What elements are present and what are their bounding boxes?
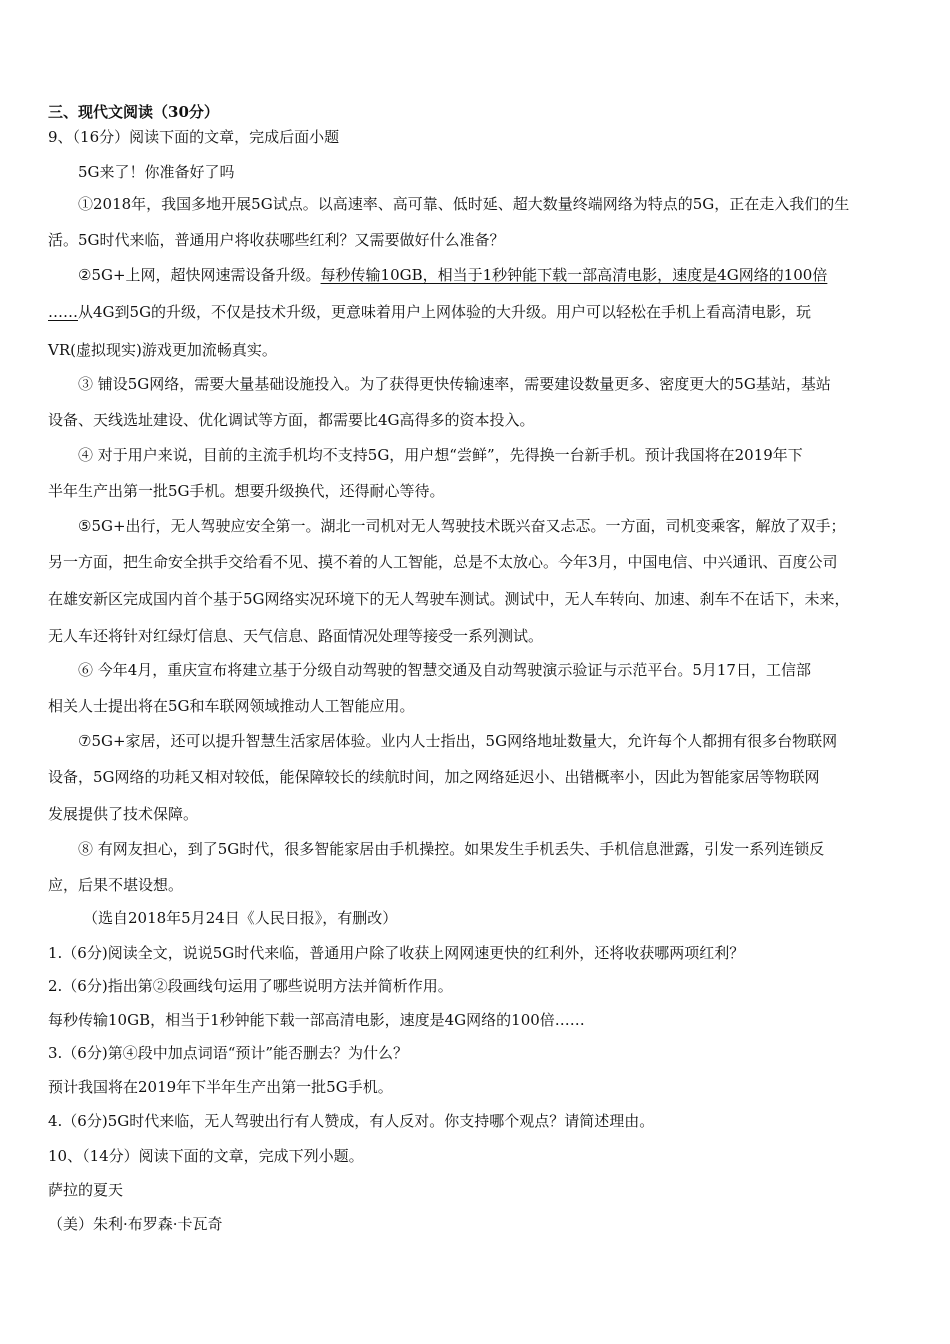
q9-paragraph-2-line-3: VR(虚拟现实)游戏更加流畅真实。 [48, 341, 277, 359]
q9-paragraph-2-line-1 [78, 265, 827, 285]
q9-paragraph-2-rest: 从4G到5G的升级，不仅是技术升级，更意味着用户上网体验的大升级。用户可以轻松在手机上看高清电影，玩 [78, 303, 812, 321]
q9-sub-question-2-quote: 每秒传输10GB，相当于1秒钟能下载一部高清电影，速度是4G网络的100倍…… [48, 1011, 585, 1029]
q9-paragraph-1-line-2: 活。5G时代来临，普通用户将收获哪些红利？又需要做好什么准备？ [48, 231, 505, 249]
q9-paragraph-4-line-1: ④ 对于用户来说，目前的主流手机均不支持5G，用户想“尝鲜”，先得换一台新手机。预计我国将在2019年下 [78, 446, 803, 464]
q9-paragraph-2-underlined-ellipsis: …… [48, 303, 78, 321]
q9-paragraph-2-lead: ②5G+上网，超快网速需设备升级。 [78, 266, 321, 284]
q9-sub-question-3-quote: 预计我国将在2019年下半年生产出第一批5G手机。 [48, 1078, 393, 1096]
q9-paragraph-5-line-3: 在雄安新区完成国内首个基于5G网络实况环境下的无人驾驶车测试。测试中，无人车转向、加速、刹车不在话下，未来， [48, 590, 850, 608]
q9-paragraph-7-line-1: ⑦5G+家居，还可以提升智慧生活家居体验。业内人士指出，5G网络地址数量大，允许每个人都拥有很多台物联网 [78, 732, 838, 750]
q9-paragraph-6-line-2: 相关人士提出将在5G和车联网领域推动人工智能应用。 [48, 697, 415, 715]
q9-sub-question-3: 3.（6分)第④段中加点词语“预计”能否删去？为什么？ [48, 1044, 409, 1062]
q9-paragraph-3-line-1: ③ 铺设5G网络，需要大量基础设施投入。为了获得更快传输速率，需要建设数量更多、密度更大的5G基站，基站 [78, 375, 831, 393]
q10-header: 10、（14分）阅读下面的文章，完成下列小题。 [48, 1147, 364, 1165]
q9-article-title: 5G来了！你准备好了吗 [78, 163, 235, 181]
q9-sub-question-1: 1.（6分)阅读全文，说说5G时代来临，普通用户除了收获上网网速更快的红利外，还将收获哪两项红利？ [48, 944, 745, 962]
section-heading: 三、现代文阅读（30分） [48, 103, 219, 121]
q9-paragraph-5-line-2: 另一方面，把生命安全拱手交给看不见、摸不着的人工智能，总是不太放心。今年3月，中国电信、中兴通讯、百度公司 [48, 553, 838, 571]
q9-sub-question-2: 2.（6分)指出第②段画线句运用了哪些说明方法并简析作用。 [48, 977, 453, 995]
q9-sub-question-4: 4.（6分)5G时代来临，无人驾驶出行有人赞成，有人反对。你支持哪个观点？请简述理由。 [48, 1112, 655, 1130]
q9-paragraph-8-line-2: 应，后果不堪设想。 [48, 876, 184, 894]
q9-paragraph-6-line-1: ⑥ 今年4月，重庆宣布将建立基于分级自动驾驶的智慧交通及自动驾驶演示验证与示范平台。5月17日，工信部 [78, 661, 811, 679]
q9-paragraph-7-line-2: 设备，5G网络的功耗又相对较低，能保障较长的续航时间，加之网络延迟小、出错概率小，因此为智能家居等物联网 [48, 768, 820, 786]
q9-header: 9、（16分）阅读下面的文章，完成后面小题 [48, 128, 340, 146]
q9-paragraph-1-line-1: ①2018年，我国多地开展5G试点。以高速率、高可靠、低时延、超大数量终端网络为特点的5G，正在走入我们的生 [78, 195, 850, 213]
q9-paragraph-2-underlined-sentence: 每秒传输10GB，相当于1秒钟能下载一部高清电影，速度是4G网络的100倍 [320, 266, 828, 284]
q9-paragraph-7-line-3: 发展提供了技术保障。 [48, 805, 199, 823]
q9-paragraph-5-line-4: 无人车还将针对红绿灯信息、天气信息、路面情况处理等接受一系列测试。 [48, 627, 544, 645]
q9-paragraph-8-line-1: ⑧ 有网友担心，到了5G时代，很多智能家居由手机操控。如果发生手机丢失、手机信息泄露，引发一系列连锁反 [78, 840, 825, 858]
q10-article-title: 萨拉的夏天 [48, 1181, 124, 1199]
q9-source-note: （选自2018年5月24日《人民日报》，有删改） [83, 909, 398, 927]
q9-paragraph-5-line-1: ⑤5G+出行，无人驾驶应安全第一。湖北一司机对无人驾驶技术既兴奋又忐忑。一方面，司机变乘客，解放了双手； [78, 517, 846, 535]
q10-author: （美）朱利·布罗森·卡瓦奇 [48, 1215, 223, 1233]
q9-paragraph-3-line-2: 设备、天线选址建设、优化调试等方面，都需要比4G高得多的资本投入。 [48, 411, 535, 429]
q9-paragraph-4-line-2: 半年生产出第一批5G手机。想要升级换代，还得耐心等待。 [48, 482, 445, 500]
q9-paragraph-2-line-2 [48, 302, 811, 322]
